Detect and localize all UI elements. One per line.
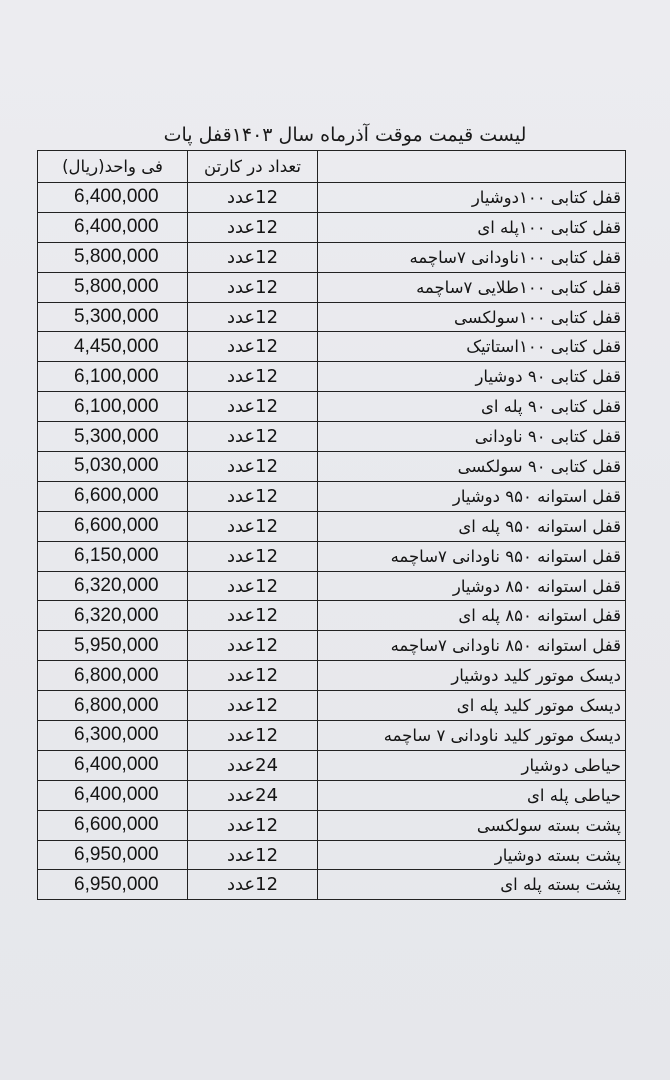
quantity-cell: 12عدد [188,810,318,840]
product-name-cell: قفل کتابی ۱۰۰ناودانی ۷ساچمه [318,242,626,272]
table-row [38,780,626,810]
unit-price-cell: 6,150,000 [38,541,188,571]
product-name-cell: حیاطی پله ای [318,780,626,810]
product-name-cell: قفل کتابی ۱۰۰سولکسی [318,302,626,332]
product-name-cell: دیسک موتور کلید دوشیار [318,661,626,691]
quantity-cell: 12عدد [188,840,318,870]
table-row [38,272,626,302]
table-row [38,571,626,601]
quantity-cell: 12عدد [188,452,318,482]
table-row [38,392,626,422]
table-row [38,422,626,452]
unit-price-cell: 6,800,000 [38,691,188,721]
table-row [38,242,626,272]
unit-price-cell: 6,320,000 [38,571,188,601]
unit-price-cell: 6,320,000 [38,601,188,631]
product-name-cell: قفل کتابی ۱۰۰طلایی ۷ساچمه [318,272,626,302]
table-row [38,661,626,691]
unit-price-cell: 6,400,000 [38,750,188,780]
table-row [38,452,626,482]
product-name-cell: قفل کتابی ۱۰۰دوشیار [318,183,626,213]
quantity-cell: 12عدد [188,721,318,751]
quantity-cell: 12عدد [188,541,318,571]
product-name-cell: حیاطی دوشیار [318,750,626,780]
product-name-cell: قفل استوانه ۸۵۰ دوشیار [318,571,626,601]
product-name-cell: دیسک موتور کلید ناودانی ۷ ساچمه [318,721,626,751]
unit-price-cell: 4,450,000 [38,332,188,362]
unit-price-cell: 6,950,000 [38,870,188,900]
quantity-cell: 12عدد [188,422,318,452]
quantity-cell: 24عدد [188,780,318,810]
product-name-cell: قفل استوانه ۹۵۰ دوشیار [318,481,626,511]
product-name-cell: قفل استوانه ۸۵۰ پله ای [318,601,626,631]
quantity-cell: 12عدد [188,601,318,631]
table-header-row [38,151,626,183]
product-name-cell: قفل کتابی ۹۰ ناودانی [318,422,626,452]
quantity-cell: 12عدد [188,661,318,691]
unit-price-cell: 6,600,000 [38,511,188,541]
product-name-cell: پشت بسته دوشیار [318,840,626,870]
header-product-name [318,151,626,183]
table-row [38,332,626,362]
table-row [38,302,626,332]
product-name-cell: قفل استوانه ۹۵۰ پله ای [318,511,626,541]
table-row [38,511,626,541]
quantity-cell: 12عدد [188,362,318,392]
table-row [38,631,626,661]
table-row [38,721,626,751]
unit-price-cell: 6,400,000 [38,212,188,242]
table-row [38,840,626,870]
quantity-cell: 12عدد [188,481,318,511]
unit-price-cell: 6,300,000 [38,721,188,751]
quantity-cell: 24عدد [188,750,318,780]
product-name-cell: قفل کتابی ۱۰۰استاتیک [318,332,626,362]
table-row [38,691,626,721]
table-row [38,362,626,392]
header-quantity-per-carton: تعداد در کارتن [188,151,318,183]
product-name-cell: پشت بسته سولکسی [318,810,626,840]
product-name-cell: قفل استوانه ۸۵۰ ناودانی ۷ساچمه [318,631,626,661]
product-name-cell: پشت بسته پله ای [318,870,626,900]
price-table [37,150,626,900]
product-name-cell: قفل کتابی ۹۰ دوشیار [318,362,626,392]
product-name-cell: قفل کتابی ۹۰ سولکسی [318,452,626,482]
unit-price-cell: 6,600,000 [38,810,188,840]
unit-price-cell: 5,030,000 [38,452,188,482]
quantity-cell: 12عدد [188,691,318,721]
quantity-cell: 12عدد [188,870,318,900]
unit-price-cell: 6,100,000 [38,362,188,392]
header-unit-price: فی واحد(ریال) [38,151,188,183]
unit-price-cell: 5,300,000 [38,422,188,452]
unit-price-cell: 5,800,000 [38,272,188,302]
table-row [38,870,626,900]
product-name-cell: دیسک موتور کلید پله ای [318,691,626,721]
unit-price-cell: 6,600,000 [38,481,188,511]
unit-price-cell: 5,300,000 [38,302,188,332]
quantity-cell: 12عدد [188,511,318,541]
quantity-cell: 12عدد [188,242,318,272]
unit-price-cell: 6,400,000 [38,780,188,810]
table-row [38,810,626,840]
table-row [38,212,626,242]
price-list-title: لیست قیمت موقت آذرماه سال ۱۴۰۳قفل پات [163,124,527,146]
product-name-cell: قفل کتابی ۹۰ پله ای [318,392,626,422]
quantity-cell: 12عدد [188,571,318,601]
unit-price-cell: 6,100,000 [38,392,188,422]
quantity-cell: 12عدد [188,302,318,332]
quantity-cell: 12عدد [188,183,318,213]
quantity-cell: 12عدد [188,392,318,422]
quantity-cell: 12عدد [188,212,318,242]
quantity-cell: 12عدد [188,272,318,302]
quantity-cell: 12عدد [188,631,318,661]
table-row [38,541,626,571]
table-row [38,601,626,631]
product-name-cell: قفل استوانه ۹۵۰ ناودانی ۷ساچمه [318,541,626,571]
unit-price-cell: 5,950,000 [38,631,188,661]
unit-price-cell: 6,400,000 [38,183,188,213]
unit-price-cell: 5,800,000 [38,242,188,272]
table-row [38,750,626,780]
unit-price-cell: 6,800,000 [38,661,188,691]
product-name-cell: قفل کتابی ۱۰۰پله ای [318,212,626,242]
table-row [38,481,626,511]
table-row [38,183,626,213]
quantity-cell: 12عدد [188,332,318,362]
unit-price-cell: 6,950,000 [38,840,188,870]
